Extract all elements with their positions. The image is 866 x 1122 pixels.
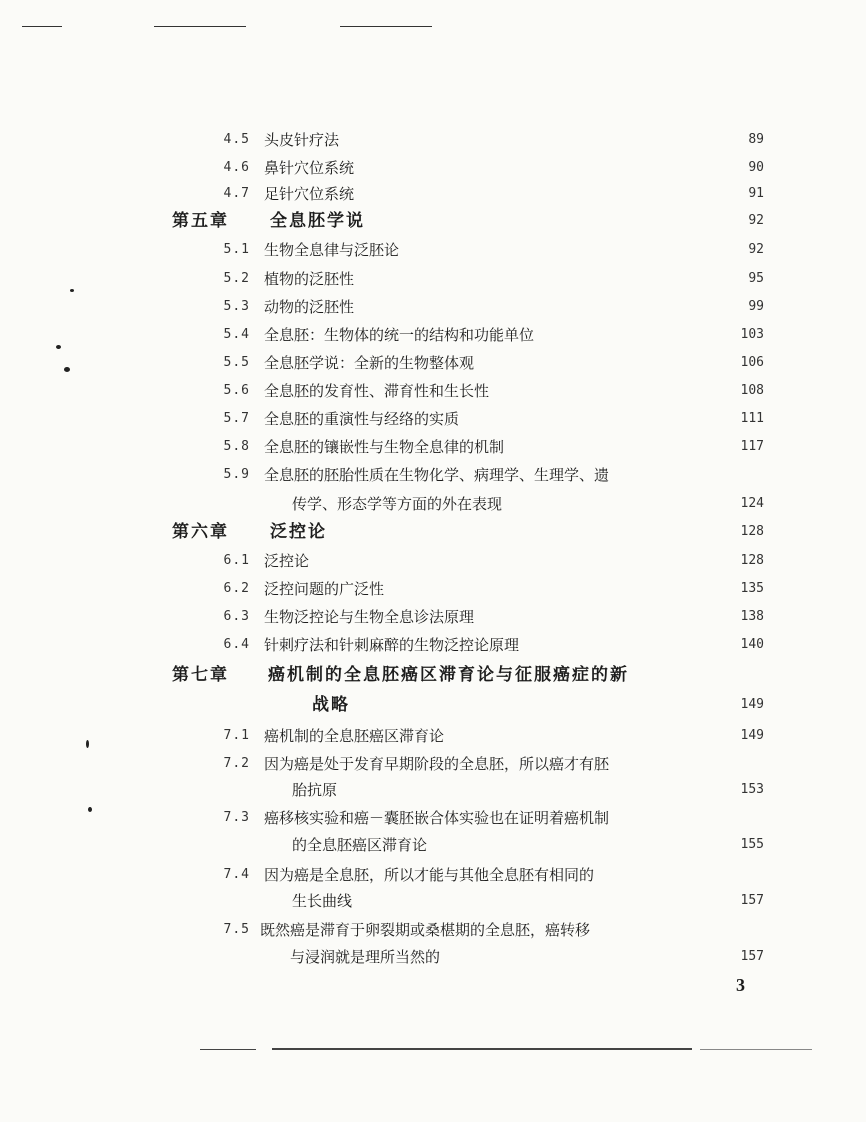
section-number: 5.8 <box>223 439 250 454</box>
entry-title: 癌机制的全息胚癌区滞育论 <box>264 727 445 745</box>
page-ref: 140 <box>740 637 764 652</box>
page-ref: 90 <box>748 160 764 175</box>
entry-title-line2: 与浸润就是理所当然的 <box>290 948 441 966</box>
page-ref: 157 <box>740 893 764 908</box>
toc-chapter[interactable] <box>0 662 866 688</box>
dot-leader <box>360 777 734 803</box>
dot-leader <box>410 208 734 234</box>
page-ref: 128 <box>740 524 764 539</box>
page-ref: 138 <box>740 609 764 624</box>
entry-title: 全息胚的发育性、滞育性和生长性 <box>264 382 490 400</box>
dot-leader <box>392 266 734 292</box>
section-number: 4.7 <box>223 186 250 201</box>
dot-leader <box>358 519 734 545</box>
toc-entry[interactable] <box>0 181 866 207</box>
toc-entry[interactable] <box>0 378 866 404</box>
dot-leader <box>392 294 734 320</box>
entry-title: 植物的泛胚性 <box>264 270 355 288</box>
toc-entry[interactable] <box>0 266 866 292</box>
entry-title-line2: 传学、形态学等方面的外在表现 <box>292 495 503 513</box>
entry-title: 头皮针疗法 <box>264 131 340 149</box>
toc-entry[interactable] <box>0 350 866 376</box>
entry-title-line2: 胎抗原 <box>292 781 338 799</box>
entry-title: 生物全息律与泛胚论 <box>264 241 400 259</box>
page-ref: 128 <box>740 553 764 568</box>
toc-entry[interactable] <box>0 723 866 749</box>
section-number: 6.1 <box>223 553 250 568</box>
toc-entry-continuation[interactable] <box>0 944 866 970</box>
dot-leader <box>594 434 734 460</box>
section-number: 5.9 <box>223 467 250 482</box>
bottom-scan-line <box>200 1049 256 1050</box>
toc-entry[interactable] <box>0 462 866 488</box>
section-number: 6.2 <box>223 581 250 596</box>
section-number: 5.3 <box>223 299 250 314</box>
toc-entry[interactable] <box>0 322 866 348</box>
section-number: 7.1 <box>223 728 250 743</box>
chapter-label: 第五章 <box>172 211 229 231</box>
toc-entry-continuation[interactable] <box>0 777 866 803</box>
toc-chapter-continuation[interactable] <box>0 692 866 718</box>
section-number: 7.2 <box>223 756 250 771</box>
toc-entry-continuation[interactable] <box>0 491 866 517</box>
entry-title: 既然癌是滞育于卵裂期或桑椹期的全息胚，癌转移 <box>260 921 591 939</box>
page-ref: 99 <box>748 299 764 314</box>
toc-entry[interactable] <box>0 604 866 630</box>
page-ref: 124 <box>740 496 764 511</box>
dot-leader <box>464 832 734 858</box>
page-ref: 157 <box>740 949 764 964</box>
chapter-title: 癌机制的全息胚癌区滞育论与征服癌症的新 <box>268 665 629 685</box>
dot-leader <box>318 548 734 574</box>
entry-title: 因为癌是全息胚，所以才能与其他全息胚有相同的 <box>264 866 595 884</box>
dot-leader <box>592 491 734 517</box>
toc-entry[interactable] <box>0 632 866 658</box>
page-ref: 153 <box>740 782 764 797</box>
dot-leader <box>372 692 734 718</box>
entry-title-line2: 生长曲线 <box>292 892 353 910</box>
toc-entry[interactable] <box>0 917 866 943</box>
section-number: 5.7 <box>223 411 250 426</box>
entry-title: 因为癌是处于发育早期阶段的全息胚，所以癌才有胚 <box>264 755 610 773</box>
dot-leader <box>500 944 734 970</box>
toc-chapter[interactable] <box>0 208 866 234</box>
entry-title: 全息胚的重演性与经络的实质 <box>264 410 460 428</box>
bottom-scan-line <box>700 1049 812 1050</box>
chapter-label: 第六章 <box>172 522 229 542</box>
entry-title: 足针穴位系统 <box>264 185 355 203</box>
toc-entry[interactable] <box>0 237 866 263</box>
dot-leader <box>534 406 734 432</box>
entry-title: 全息胚学说：全新的生物整体观 <box>264 354 475 372</box>
page-ref: 92 <box>748 242 764 257</box>
dot-leader <box>368 888 734 914</box>
toc-entry[interactable] <box>0 434 866 460</box>
entry-title: 生物泛控论与生物全息诊法原理 <box>264 608 475 626</box>
toc-entry[interactable] <box>0 576 866 602</box>
dot-leader <box>556 604 734 630</box>
page-ref: 89 <box>748 132 764 147</box>
page-ref: 149 <box>740 697 764 712</box>
entry-title: 癌移核实验和癌－囊胚嵌合体实验也在证明着癌机制 <box>264 809 610 827</box>
dot-leader <box>392 155 734 181</box>
toc-entry[interactable] <box>0 406 866 432</box>
toc-entry[interactable] <box>0 155 866 181</box>
toc-entry[interactable] <box>0 751 866 777</box>
toc-chapter[interactable] <box>0 519 866 545</box>
toc-entry[interactable] <box>0 862 866 888</box>
entry-title: 全息胚的镶嵌性与生物全息律的机制 <box>264 438 505 456</box>
page-ref: 91 <box>748 186 764 201</box>
chapter-label: 第七章 <box>172 665 229 685</box>
section-number: 4.6 <box>223 160 250 175</box>
toc-entry[interactable] <box>0 294 866 320</box>
dot-leader <box>522 723 734 749</box>
section-number: 5.5 <box>223 355 250 370</box>
page-number: 3 <box>736 975 745 995</box>
entry-title: 鼻针穴位系统 <box>264 159 355 177</box>
page-ref: 108 <box>740 383 764 398</box>
page-ref: 135 <box>740 581 764 596</box>
entry-title: 动物的泛胚性 <box>264 298 355 316</box>
section-number: 6.3 <box>223 609 250 624</box>
dot-leader <box>578 378 734 404</box>
entry-title-line2: 的全息胚癌区滞育论 <box>292 836 428 854</box>
entry-title: 针刺疗法和针刺麻醉的生物泛控论原理 <box>264 636 520 654</box>
entry-title: 泛控问题的广泛性 <box>264 580 385 598</box>
entry-title: 泛控论 <box>264 552 310 570</box>
section-number: 4.5 <box>223 132 250 147</box>
dot-leader <box>430 576 734 602</box>
section-number: 7.3 <box>223 810 250 825</box>
chapter-title: 泛控论 <box>270 522 327 542</box>
toc-entry[interactable] <box>0 548 866 574</box>
chapter-title-line2: 战略 <box>312 695 350 715</box>
dot-leader <box>452 237 734 263</box>
toc-entry[interactable] <box>0 127 866 153</box>
dot-leader <box>372 127 734 153</box>
toc-entry-continuation[interactable] <box>0 888 866 914</box>
section-number: 5.1 <box>223 242 250 257</box>
section-number: 7.4 <box>223 867 250 882</box>
section-number: 5.4 <box>223 327 250 342</box>
section-number: 6.4 <box>223 637 250 652</box>
toc-entry-continuation[interactable] <box>0 832 866 858</box>
page-ref: 149 <box>740 728 764 743</box>
section-number: 7.5 <box>223 922 250 937</box>
chapter-title: 全息胚学说 <box>270 211 365 231</box>
dot-leader <box>550 350 734 376</box>
page-ref: 95 <box>748 271 764 286</box>
page-ref: 92 <box>748 213 764 228</box>
dot-leader <box>392 181 734 207</box>
section-number: 5.6 <box>223 383 250 398</box>
page-ref: 111 <box>740 411 764 426</box>
page-ref: 117 <box>740 439 764 454</box>
entry-title: 全息胚：生物体的统一的结构和功能单位 <box>264 326 535 344</box>
entry-title: 全息胚的胚胎性质在生物化学、病理学、生理学、遗 <box>264 466 610 484</box>
page-ref: 106 <box>740 355 764 370</box>
page-ref: 103 <box>740 327 764 342</box>
bottom-scan-line <box>272 1048 692 1050</box>
toc-entry[interactable] <box>0 805 866 831</box>
page-ref: 155 <box>740 837 764 852</box>
section-number: 5.2 <box>223 271 250 286</box>
